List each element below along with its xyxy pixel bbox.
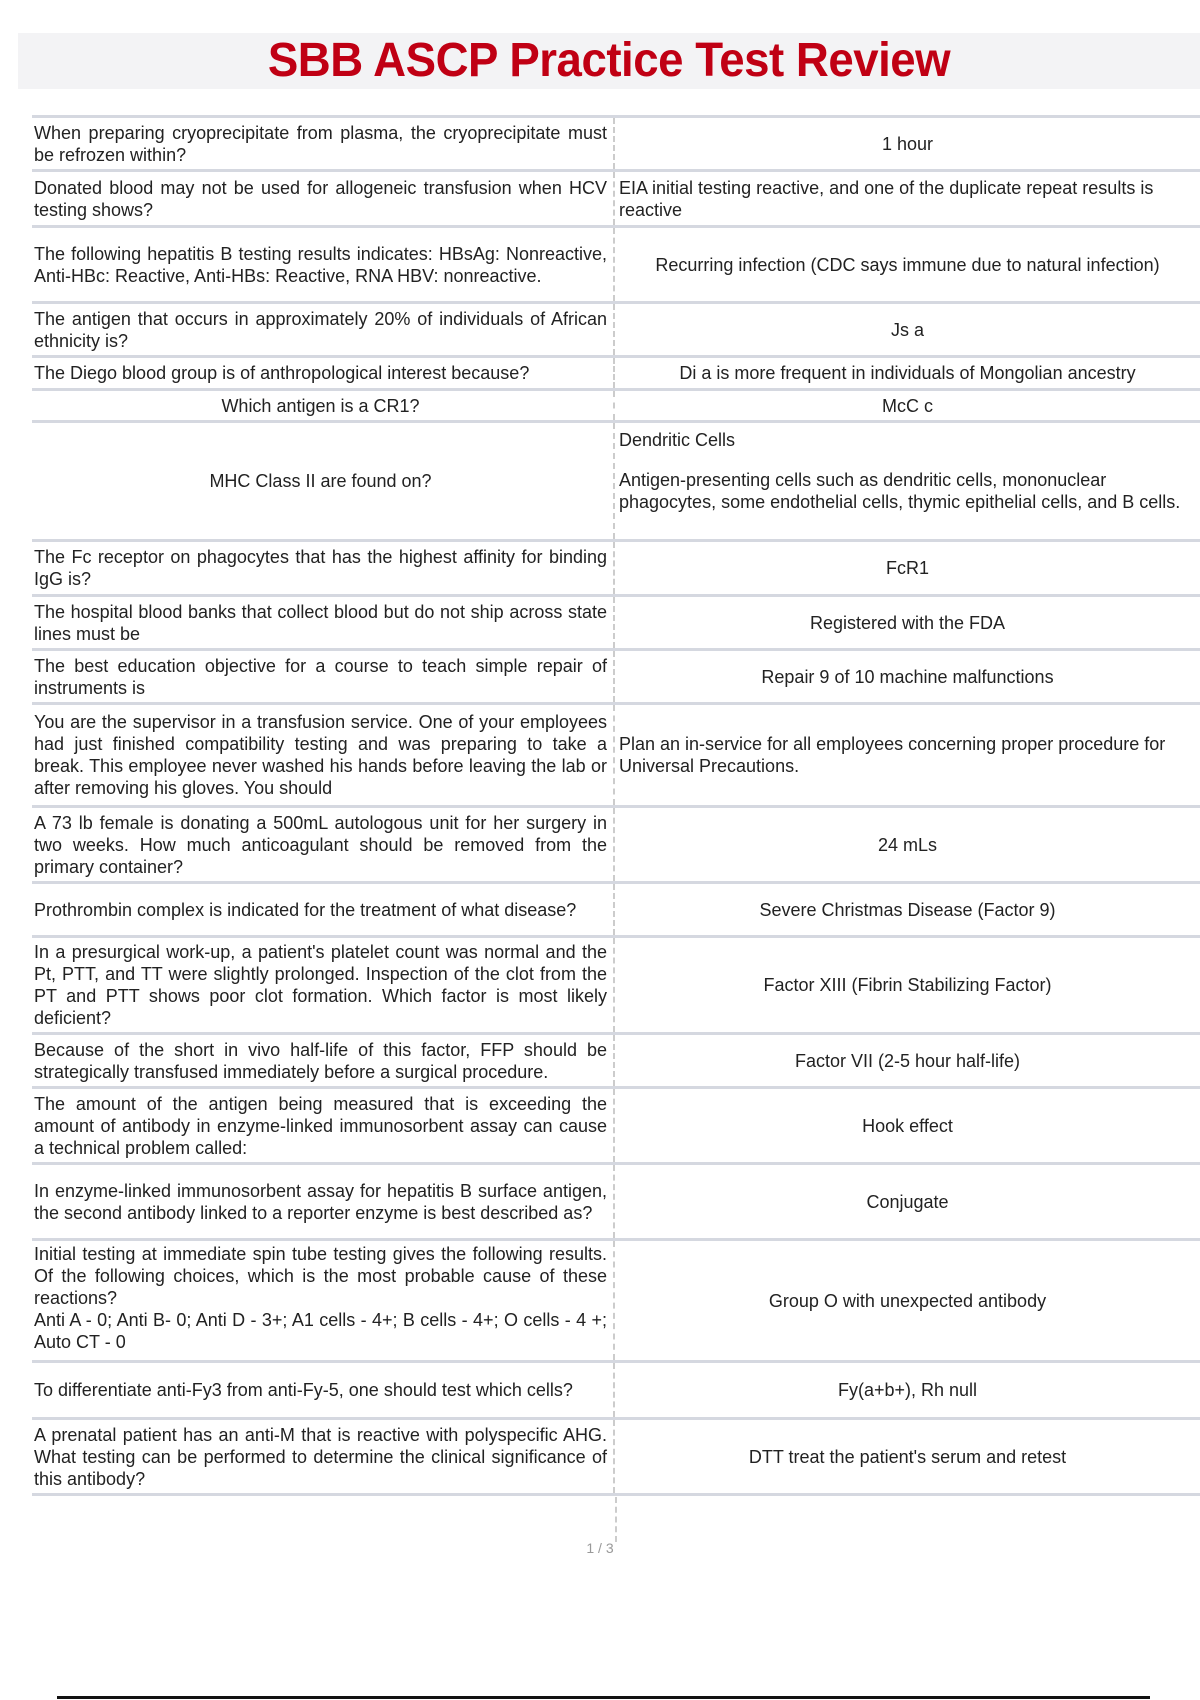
table-row [32, 1035, 1200, 1089]
question-text: The hospital blood banks that collect blood but do not ship across state lines must be [34, 601, 607, 644]
question-text: The amount of the antigen being measured that is exceeding the amount of antibody in enzyme-linked immunosorbent assay can cause a technical problem called: [34, 1093, 607, 1158]
answer-cell [615, 172, 1200, 225]
table-row [32, 597, 1200, 651]
title-bar [18, 33, 1200, 89]
question-cell [32, 1165, 615, 1238]
question-text: In enzyme-linked immunosorbent assay for hepatitis B surface antigen, the second antibody linked to a reporter enzyme is best described as? [34, 1180, 607, 1223]
question-text: A 73 lb female is donating a 500mL autologous unit for her surgery in two weeks. How much anticoagulant should be removed from the primary container? [34, 812, 607, 877]
table-row [32, 1363, 1200, 1420]
answer-cell [615, 651, 1200, 702]
answer-cell [615, 358, 1200, 388]
answer-cell [615, 1420, 1200, 1493]
answer-text: DTT treat the patient's serum and retest [748, 1446, 1067, 1467]
question-text: The following hepatitis B testing results indicates: HBsAg: Nonreactive, Anti-HBc: Reactive, Anti-HBs: Reactive, RNA HBV: nonreactive. [34, 243, 607, 286]
answer-cell [615, 304, 1200, 355]
answer-text: Dendritic Cells [619, 430, 736, 450]
answer-cell [615, 1363, 1200, 1417]
answer-cell [615, 118, 1200, 169]
question-text: A prenatal patient has an anti-M that is reactive with polyspecific AHG. What testing can be performed to determine the clinical significance of this antibody? [34, 1424, 607, 1489]
answer-text: EIA initial testing reactive, and one of the duplicate repeat results is reactive [619, 177, 1154, 220]
question-cell [32, 938, 615, 1032]
column-divider [615, 1497, 617, 1542]
question-cell [32, 884, 615, 935]
answer-cell [615, 808, 1200, 881]
question-text: The antigen that occurs in approximately 20% of individuals of African ethnicity is? [34, 308, 607, 351]
question-cell [32, 172, 615, 225]
answer-cell [615, 423, 1200, 539]
question-text: Initial testing at immediate spin tube testing gives the following results. Of the following choices, which is the most probable cause of these reactions? [34, 1244, 607, 1308]
question-cell [32, 542, 615, 594]
answer-text: McC c [882, 395, 933, 416]
answer-text: Recurring infection (CDC says immune due to natural infection) [655, 254, 1160, 275]
question-text: In a presurgical work-up, a patient's platelet count was normal and the Pt, PTT, and TT were slightly prolonged. Inspection of the clot from the PT and PTT shows poor clot formation. Which factor is most likely deficient? [34, 942, 607, 1028]
bottom-rule [57, 1696, 1150, 1699]
table-row [32, 391, 1200, 423]
table-row [32, 542, 1200, 597]
table-row [32, 884, 1200, 938]
question-cell [32, 597, 615, 648]
question-cell [32, 304, 615, 355]
table-row [32, 304, 1200, 358]
answer-text: Conjugate [866, 1191, 949, 1212]
table-row [32, 1420, 1200, 1496]
question-cell [32, 228, 615, 301]
table-row [32, 1089, 1200, 1165]
answer-cell [615, 1241, 1200, 1360]
table-row [32, 1165, 1200, 1241]
question-cell [32, 358, 615, 388]
answer-cell [615, 597, 1200, 648]
question-text: To differentiate anti-Fy3 from anti-Fy-5, one should test which cells? [34, 1380, 573, 1400]
answer-text: Fy(a+b+), Rh null [837, 1380, 978, 1400]
answer-text: 1 hour [881, 133, 934, 154]
answer-text: FcR1 [885, 558, 929, 578]
table-row [32, 228, 1200, 304]
answer-detail: Antigen-presenting cells such as dendritic cells, mononuclear phagocytes, some endothelial cells, thymic epithelial cells, and B cells. [619, 470, 1181, 512]
table-row [32, 808, 1200, 884]
answer-cell [615, 1089, 1200, 1162]
answer-cell [615, 884, 1200, 935]
question-text: You are the supervisor in a transfusion service. One of your employees had just finished compatibility testing and was preparing to take a break. This employee never washed his hands before leaving the lab or after removing his gloves. You should [34, 712, 607, 798]
question-cell [32, 1363, 615, 1417]
question-cell [32, 118, 615, 169]
question-text: When preparing cryoprecipitate from plasma, the cryoprecipitate must be refrozen within? [34, 122, 607, 165]
question-cell [32, 1035, 615, 1086]
question-cell [32, 808, 615, 881]
answer-cell [615, 391, 1200, 420]
question-cell [32, 651, 615, 702]
table-row [32, 118, 1200, 172]
answer-text: Factor XIII (Fibrin Stabilizing Factor) [763, 975, 1052, 995]
answer-text: 24 mLs [877, 834, 938, 855]
answer-text: Plan an in-service for all employees concerning proper procedure for Universal Precautions. [619, 734, 1166, 776]
table-row [32, 651, 1200, 705]
page-indicator: 1 / 3 [586, 1540, 614, 1556]
question-text: The Diego blood group is of anthropological interest because? [34, 363, 530, 383]
question-cell [32, 423, 615, 539]
question-cell [32, 1089, 615, 1162]
qa-table [32, 115, 1200, 1496]
answer-cell [615, 705, 1200, 805]
question-detail: Anti A - 0; Anti B- 0; Anti D - 3+; A1 cells - 4+; B cells - 4+; O cells - 4 +; Auto CT - 0 [34, 1310, 607, 1352]
table-row [32, 705, 1200, 808]
answer-cell [615, 542, 1200, 594]
question-text: Donated blood may not be used for allogeneic transfusion when HCV testing shows? [34, 177, 607, 220]
table-row [32, 172, 1200, 228]
question-text: MHC Class II are found on? [209, 471, 432, 491]
question-cell [32, 391, 615, 420]
answer-text: Group O with unexpected antibody [768, 1290, 1047, 1311]
table-row [32, 358, 1200, 391]
table-row [32, 1241, 1200, 1363]
answer-cell [615, 1035, 1200, 1086]
answer-cell [615, 1165, 1200, 1238]
answer-text: Hook effect [862, 1115, 953, 1136]
answer-text: Registered with the FDA [809, 612, 1006, 633]
table-row [32, 938, 1200, 1035]
answer-text: Di a is more frequent in individuals of Mongolian ancestry [679, 363, 1136, 383]
question-text: Because of the short in vivo half-life of this factor, FFP should be strategically transfused immediately before a surgical procedure. [34, 1039, 607, 1082]
answer-cell [615, 228, 1200, 301]
answer-text: Factor VII (2-5 hour half-life) [794, 1050, 1021, 1071]
question-text: Prothrombin complex is indicated for the treatment of what disease? [34, 899, 577, 920]
question-text: Which antigen is a CR1? [221, 395, 420, 416]
page-title: SBB ASCP Practice Test Review [267, 34, 951, 87]
answer-text: Repair 9 of 10 machine malfunctions [761, 666, 1054, 687]
question-cell [32, 705, 615, 805]
question-cell [32, 1241, 615, 1360]
answer-cell [615, 938, 1200, 1032]
question-text: The Fc receptor on phagocytes that has the highest affinity for binding IgG is? [34, 547, 607, 589]
answer-text: Severe Christmas Disease (Factor 9) [759, 899, 1056, 920]
question-text: The best education objective for a course to teach simple repair of instruments is [34, 655, 607, 698]
answer-text: Js a [890, 319, 924, 340]
question-cell [32, 1420, 615, 1493]
table-row [32, 423, 1200, 542]
